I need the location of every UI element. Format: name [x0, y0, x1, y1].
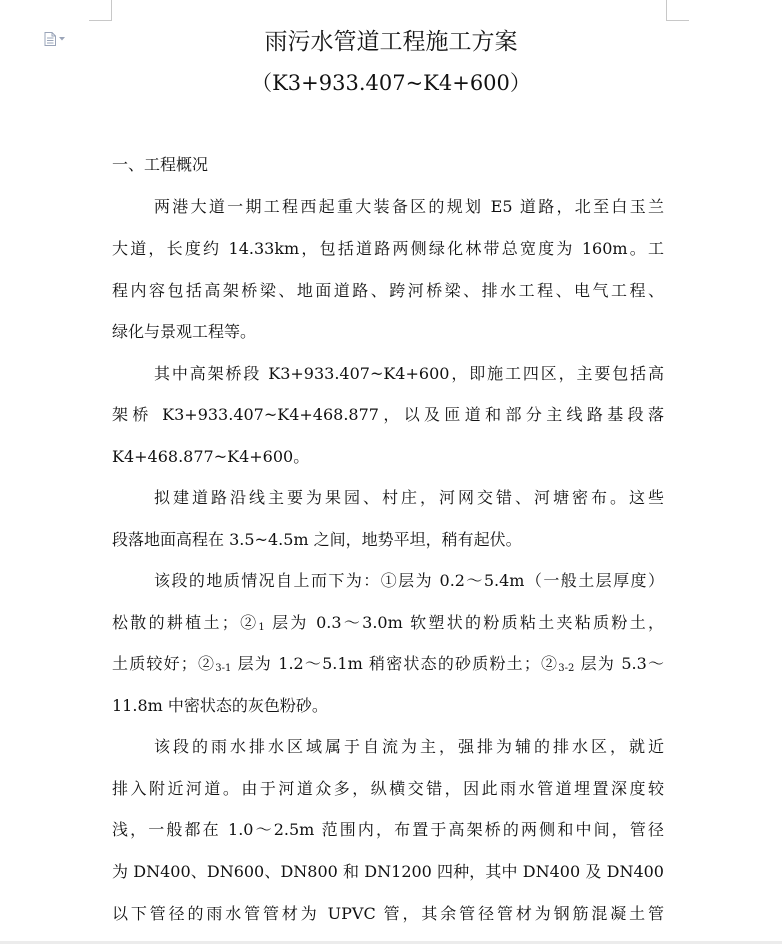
- paragraph-line: 程内容包括高架桥梁、地面道路、跨河桥梁、排水工程、电气工程、: [112, 281, 664, 300]
- layer-subscript: 3-1: [215, 663, 232, 674]
- paragraph-line: 大道，长度约 14.33km，包括道路两侧绿化林带总宽度为 160m。工: [112, 239, 664, 258]
- document-subtitle: （K3+933.407~K4+600）: [251, 71, 531, 95]
- paragraph-line: [112, 609, 664, 637]
- text-run: 层为 1.2～5.1m 稍密状态的砂质粉土；②: [231, 654, 559, 673]
- paragraph-line: 绿化与景观工程等。: [112, 322, 257, 341]
- paragraph-line: 两港大道一期工程西起重大装备区的规划 E5 道路，北至白玉兰: [154, 197, 664, 216]
- layer-subscript: 3-2: [558, 663, 575, 674]
- section-heading: 一、工程概况: [112, 155, 209, 174]
- paragraph-line: 排入附近河道。由于河道众多，纵横交错，因此雨水管道埋置深度较: [112, 779, 664, 798]
- paragraph-line: 为 DN400、DN600、DN800 和 DN1200 四种，其中 DN400 及 DN400: [112, 862, 664, 881]
- text-run: 层为 5.3～: [574, 654, 664, 673]
- paragraph-line: 以下管径的雨水管管材为 UPVC 管，其余管径管材为钢筋混凝土管: [112, 904, 664, 923]
- paragraph-line: 其中高架桥段 K3+933.407~K4+600，即施工四区，主要包括高: [154, 364, 664, 383]
- text-run: 层为 0.3～3.0m 软塑状的粉质粘土夹粘质粉土，: [264, 613, 664, 632]
- text-run: 松散的耕植土；②: [112, 613, 259, 632]
- paragraph-line: 11.8m 中密状态的灰色粉砂。: [112, 696, 328, 715]
- paragraph-line: 该段的雨水排水区域属于自流为主，强排为辅的排水区，就近: [154, 737, 664, 756]
- document-title: 雨污水管道工程施工方案: [264, 29, 518, 55]
- paragraph-line: [112, 650, 664, 678]
- text-run: 土质较好；②: [112, 654, 216, 673]
- paragraph-line: 该段的地质情况自上而下为：①层为 0.2～5.4m（一般土层厚度）: [154, 571, 664, 590]
- paragraph-line: 段落地面高程在 3.5~4.5m 之间，地势平坦，稍有起伏。: [112, 530, 522, 549]
- paragraph-line: 浅，一般都在 1.0～2.5m 范围内，布置于高架桥的两侧和中间，管径: [112, 820, 664, 839]
- crop-mark-top-left: [89, 0, 112, 21]
- crop-mark-top-right: [666, 0, 689, 21]
- paragraph-line: 拟建道路沿线主要为果园、村庄，河网交错、河塘密布。这些: [154, 488, 664, 507]
- layer-subscript: 1: [258, 622, 265, 633]
- paragraph-line: K4+468.877~K4+600。: [112, 447, 310, 466]
- paragraph-line: 架桥 K3+933.407~K4+468.877，以及匝道和部分主线路基段落: [112, 405, 664, 424]
